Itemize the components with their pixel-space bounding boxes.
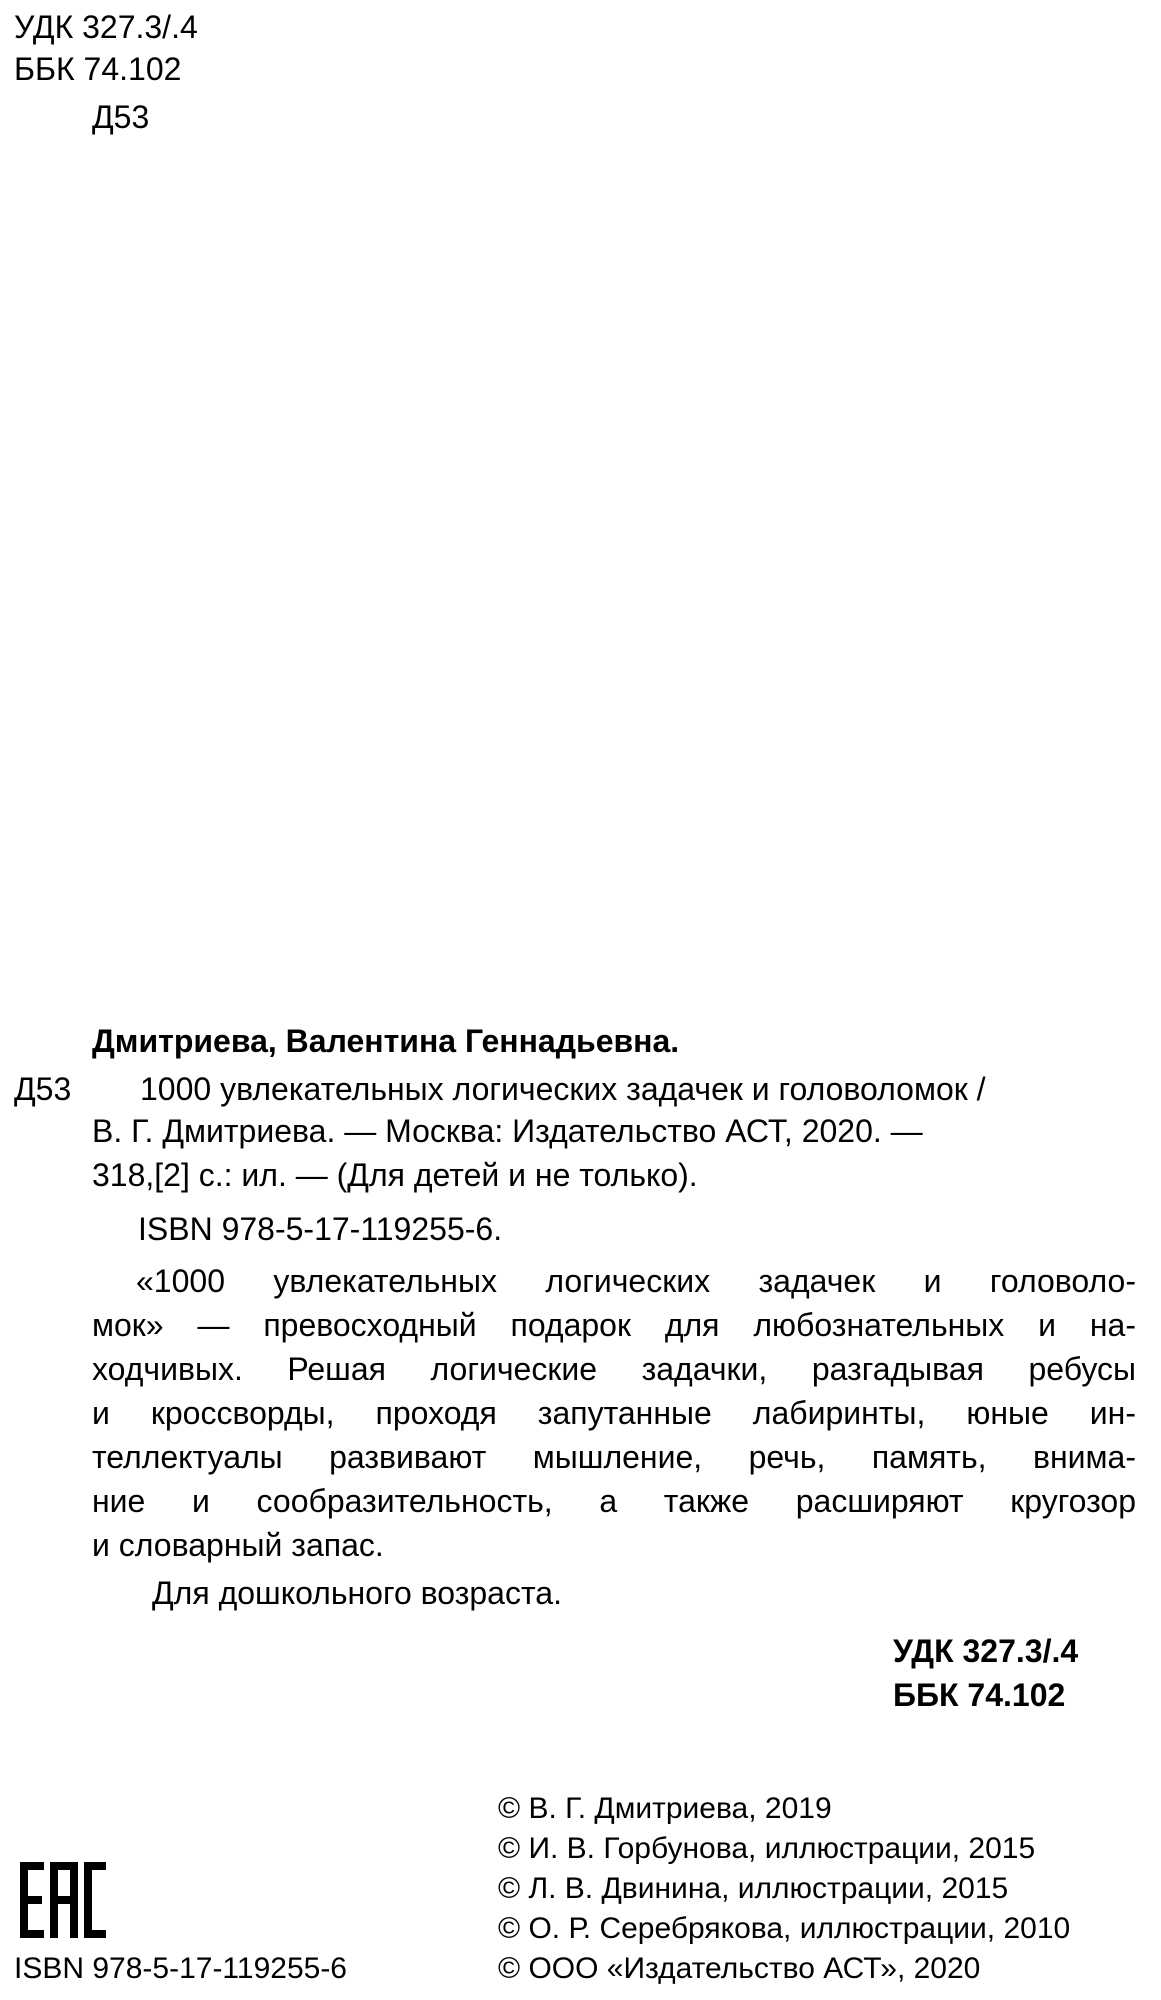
annotation-line-1: «1000 увлекательных логических задачек и головоло-	[136, 1263, 1136, 1299]
record-bbk: ББК 74.102	[893, 1677, 1066, 1713]
top-bbk: ББК 74.102	[14, 51, 182, 87]
annotation-line-6: ние и сообразительность, а также расширяют кругозор	[92, 1483, 1136, 1519]
annotation-line-2: мок» — превосходный подарок для любознательных и на-	[92, 1307, 1136, 1343]
record-author-code: Д53	[14, 1071, 72, 1107]
bottom-isbn: ISBN 978-5-17-119255-6	[14, 1952, 347, 1985]
eac-mark-logo	[18, 1860, 108, 1940]
bib-line-1: 1000 увлекательных логических задачек и головоломок /	[140, 1071, 986, 1107]
copyright-line-3: © Л. В. Двинина, иллюстрации, 2015	[498, 1872, 1009, 1905]
annotation-line-4: и кроссворды, проходя запутанные лабиринты, юные ин-	[92, 1395, 1136, 1431]
copyright-line-2: © И. В. Горбунова, иллюстрации, 2015	[498, 1832, 1036, 1865]
author-heading: Дмитриева, Валентина Геннадьевна.	[92, 1023, 680, 1059]
top-author-code: Д53	[92, 99, 150, 135]
copyright-line-4: © О. Р. Серебрякова, иллюстрации, 2010	[498, 1912, 1071, 1945]
bib-line-2: В. Г. Дмитриева. — Москва: Издательство АСТ, 2020. —	[92, 1113, 923, 1149]
bib-line-3: 318,[2] с.: ил. — (Для детей и не только).	[92, 1157, 698, 1193]
top-udk: УДК 327.3/.4	[14, 9, 198, 45]
age-rating: Для дошкольного возраста.	[152, 1575, 562, 1611]
record-isbn: ISBN 978-5-17-119255-6.	[138, 1211, 503, 1247]
annotation-line-3: ходчивых. Решая логические задачки, разгадывая ребусы	[92, 1351, 1136, 1387]
record-udk: УДК 327.3/.4	[893, 1633, 1079, 1669]
copyright-line-5: © ООО «Издательство АСТ», 2020	[498, 1952, 981, 1985]
annotation-line-5: теллектуалы развивают мышление, речь, память, внима-	[92, 1439, 1136, 1475]
annotation-line-7: и словарный запас.	[92, 1527, 384, 1563]
copyright-line-1: © В. Г. Дмитриева, 2019	[498, 1792, 832, 1825]
